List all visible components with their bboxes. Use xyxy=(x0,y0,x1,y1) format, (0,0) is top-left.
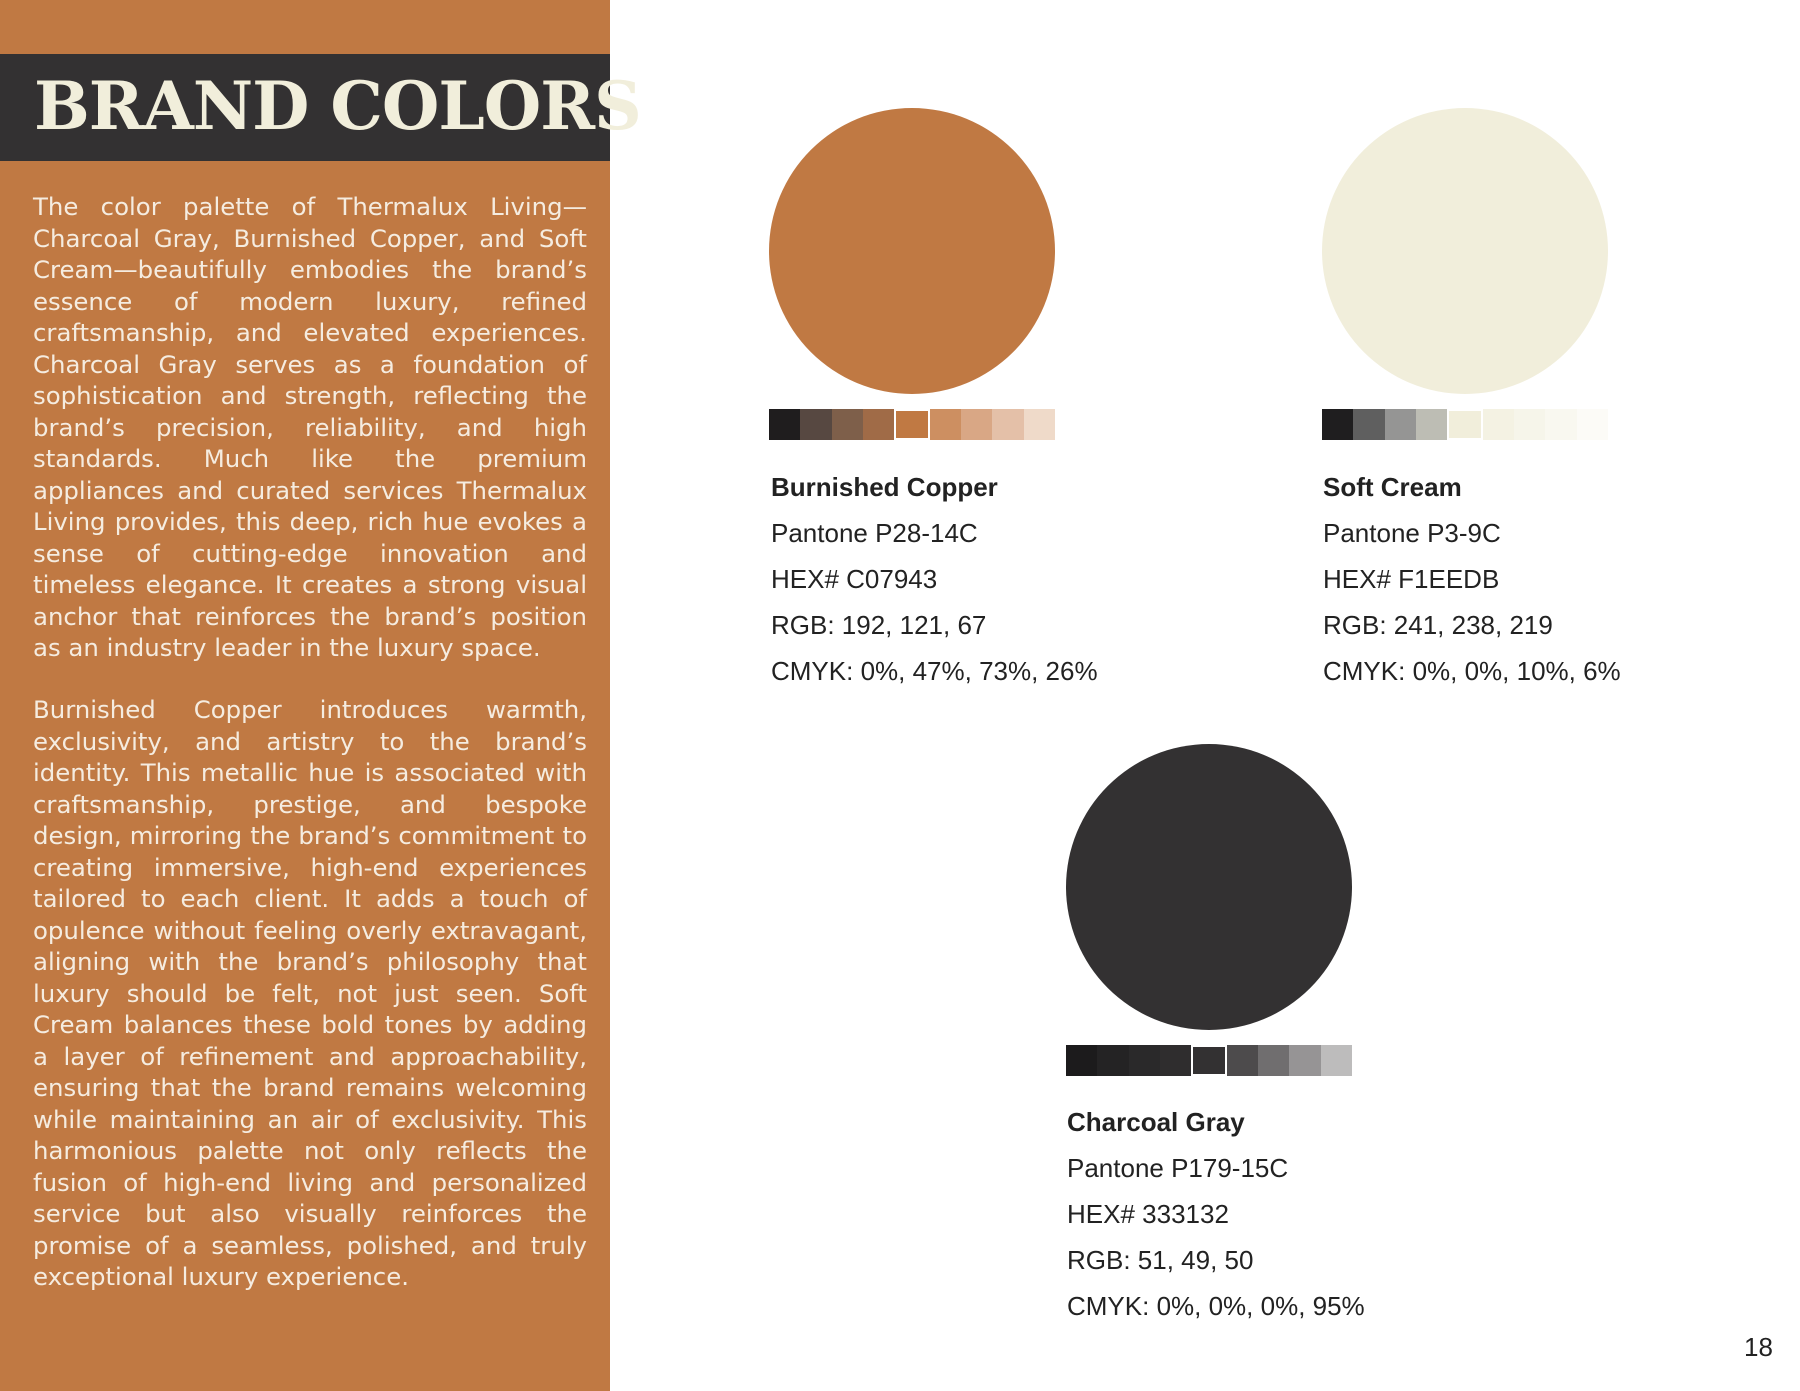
tint-chip xyxy=(1289,1045,1320,1076)
hex-code: HEX# F1EEDB xyxy=(1323,564,1500,594)
tint-strip-soft-cream xyxy=(1322,409,1608,440)
tint-strip-charcoal-gray xyxy=(1066,1045,1352,1076)
tint-chip xyxy=(1321,1045,1352,1076)
tint-chip xyxy=(1545,409,1576,440)
tint-chip xyxy=(1129,1045,1160,1076)
tint-chip xyxy=(1160,1045,1191,1076)
tint-chip xyxy=(894,409,929,440)
tint-chip xyxy=(863,409,894,440)
pantone-code: Pantone P28-14C xyxy=(771,518,978,548)
page-title: BRAND COLORS xyxy=(34,67,641,145)
tint-chip xyxy=(1258,1045,1289,1076)
color-info-burnished-copper xyxy=(771,464,1098,694)
tint-chip xyxy=(1097,1045,1128,1076)
color-circle-burnished-copper xyxy=(769,108,1055,394)
description-paragraph-1: The color palette of Thermalux Living—Charcoal Gray, Burnished Copper, and Soft Cream—beautifully embodies the brand’s essence of modern luxury, refined craftsmanship, and elevated experiences. Charcoal Gray serves as a foundation of sophistication and strength, reflecting the brand’s precision, reliability, and high standards. Much like the premium appliances and curated services Thermalux Living provides, this deep, rich hue evokes a sense of cutting-edge innovation and timeless elegance. It creates a strong visual anchor that reinforces the brand’s position as an industry leader in the luxury space. xyxy=(33,192,587,662)
pantone-code: Pantone P179-15C xyxy=(1067,1153,1289,1183)
color-info-charcoal-gray xyxy=(1067,1099,1365,1329)
cmyk-value: CMYK: 0%, 0%, 0%, 95% xyxy=(1067,1291,1365,1321)
tint-chip xyxy=(1385,409,1416,440)
pantone-code: Pantone P3-9C xyxy=(1323,518,1501,548)
tint-chip xyxy=(1483,409,1514,440)
tint-chip xyxy=(769,409,800,440)
tint-chip xyxy=(1227,1045,1258,1076)
tint-chip xyxy=(992,409,1023,440)
hex-code: HEX# C07943 xyxy=(771,564,938,594)
tint-chip xyxy=(1447,409,1482,440)
tint-chip xyxy=(1066,1045,1097,1076)
tint-chip xyxy=(1416,409,1447,440)
color-name: Soft Cream xyxy=(1323,472,1462,502)
tint-chip xyxy=(1514,409,1545,440)
tint-chip xyxy=(1191,1045,1226,1076)
rgb-value: RGB: 51, 49, 50 xyxy=(1067,1245,1254,1275)
description-paragraph-2: Burnished Copper introduces warmth, exclusivity, and artistry to the brand’s identity. This metallic hue is associated with craftsmanship, prestige, and bespoke design, mirroring the brand’s commitment to creating immersive, high-end experiences tailored to each client. It adds a touch of opulence without feeling overly extravagant, aligning with the brand’s philosophy that luxury should be felt, not just seen. Soft Cream balances these bold tones by adding a layer of refinement and approachability, ensuring that the brand remains welcoming while maintaining an air of exclusivity. This harmonious palette not only reflects the fusion of high-end living and personalized service but also visually reinforces the promise of a seamless, polished, and truly exceptional luxury experience. xyxy=(33,695,587,1291)
tint-chip xyxy=(1353,409,1384,440)
tint-chip xyxy=(930,409,961,440)
tint-chip xyxy=(1322,409,1353,440)
tint-chip xyxy=(961,409,992,440)
tint-chip xyxy=(800,409,831,440)
color-circle-soft-cream xyxy=(1322,108,1608,394)
tint-chip xyxy=(1024,409,1055,440)
cmyk-value: CMYK: 0%, 0%, 10%, 6% xyxy=(1323,656,1621,686)
color-name: Burnished Copper xyxy=(771,472,998,502)
tint-chip xyxy=(1577,409,1608,440)
rgb-value: RGB: 241, 238, 219 xyxy=(1323,610,1553,640)
color-info-soft-cream xyxy=(1323,464,1621,694)
color-name: Charcoal Gray xyxy=(1067,1107,1245,1137)
page-number: 18 xyxy=(1744,1332,1773,1362)
color-circle-charcoal-gray xyxy=(1066,744,1352,1030)
rgb-value: RGB: 192, 121, 67 xyxy=(771,610,987,640)
cmyk-value: CMYK: 0%, 47%, 73%, 26% xyxy=(771,656,1098,686)
hex-code: HEX# 333132 xyxy=(1067,1199,1229,1229)
tint-chip xyxy=(832,409,863,440)
tint-strip-burnished-copper xyxy=(769,409,1055,440)
